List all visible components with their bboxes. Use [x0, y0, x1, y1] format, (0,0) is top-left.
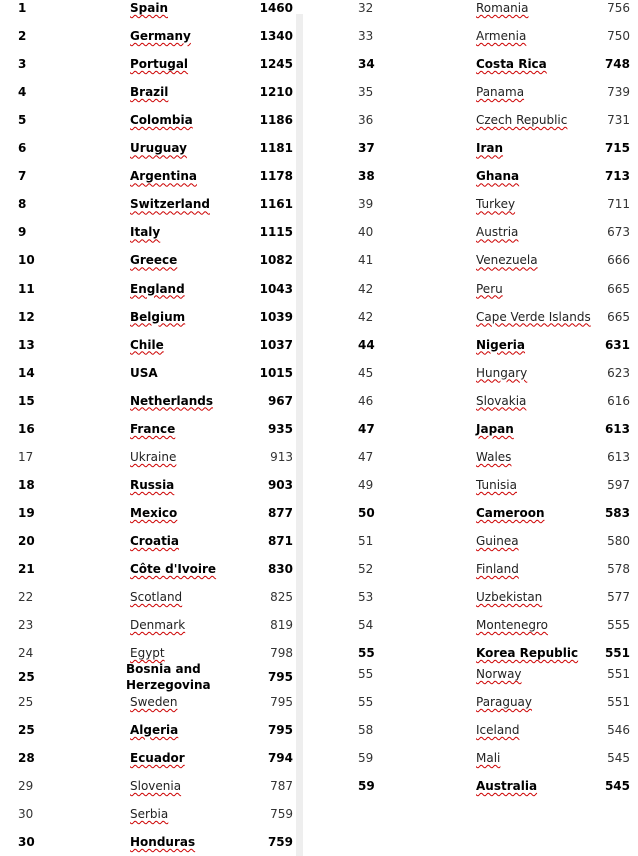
country-link[interactable] [130, 190, 252, 218]
country-name: Australia [476, 779, 538, 793]
rank-number: 42 [358, 309, 374, 324]
points-value: 551 [604, 646, 630, 661]
rank-number: 7 [18, 169, 27, 184]
country-link[interactable] [130, 744, 252, 772]
points-value: 1039 [259, 309, 293, 324]
rank-number: 4 [18, 85, 27, 100]
points-value: 546 [607, 723, 630, 737]
points-value: 794 [267, 751, 293, 765]
country-name: Slovenia [130, 779, 182, 793]
rank-number: 47 [358, 449, 374, 464]
country-name: Panama [476, 85, 525, 100]
country-link[interactable] [130, 415, 252, 443]
country-name: Spain [130, 1, 168, 15]
country-link[interactable] [130, 134, 252, 162]
rank-number: 30 [18, 807, 34, 821]
country-name: Chile [130, 337, 164, 352]
country-name: Finland [476, 562, 519, 576]
points-value: 613 [607, 449, 630, 464]
country-name: France [130, 421, 176, 436]
ranking-row [340, 162, 638, 190]
ranking-row [340, 660, 638, 688]
country-link[interactable] [130, 716, 252, 744]
country-link [130, 359, 252, 387]
ranking-row [0, 499, 296, 527]
rank-number: 23 [18, 618, 34, 633]
country-name: Italy [130, 225, 161, 240]
rank-number: 2 [18, 29, 27, 44]
country-name: Serbia [130, 807, 169, 821]
country-name: Japan [476, 421, 514, 436]
country-link[interactable] [130, 583, 252, 611]
ranking-row [340, 78, 638, 106]
ranking-row [0, 134, 296, 162]
country-name: Iceland [476, 723, 520, 737]
country-name: Nigeria [476, 337, 526, 352]
rank-number: 33 [358, 29, 374, 44]
points-value: 551 [607, 695, 630, 709]
points-value: 597 [607, 477, 630, 492]
ranking-row [0, 22, 296, 50]
country-name: Croatia [130, 533, 180, 548]
rank-number: 41 [358, 253, 374, 268]
country-name: Denmark [130, 618, 186, 633]
points-value: 711 [607, 197, 630, 212]
ranking-row [340, 303, 638, 331]
rank-number: 22 [18, 590, 34, 605]
rank-number: 10 [18, 253, 35, 268]
ranking-row [340, 744, 638, 772]
points-value: 935 [267, 421, 293, 436]
ranking-row [340, 611, 638, 639]
country-name: Montenegro [476, 618, 549, 633]
points-value: 665 [607, 281, 630, 296]
ranking-row [0, 246, 296, 274]
rank-number: 34 [358, 57, 375, 72]
country-name: Hungary [476, 365, 528, 380]
points-value: 555 [607, 618, 630, 633]
rank-number: 20 [18, 533, 35, 548]
country-name: Romania [476, 1, 529, 15]
rank-number: 37 [358, 141, 375, 156]
points-value: 787 [270, 779, 293, 793]
points-value: 1210 [259, 85, 293, 100]
points-value: 830 [267, 562, 293, 576]
country-name: Czech Republic [476, 113, 568, 128]
country-name: Mali [476, 751, 501, 765]
ranking-row [340, 471, 638, 499]
country-name: Turkey [476, 197, 516, 212]
country-name: Wales [476, 449, 512, 464]
rank-number: 9 [18, 225, 27, 240]
points-value: 877 [267, 505, 293, 520]
ranking-row [340, 22, 638, 50]
ranking-row [340, 246, 638, 274]
country-name: Austria [476, 225, 519, 240]
ranking-row [340, 359, 638, 387]
ranking-row [340, 688, 638, 716]
country-name: Peru [476, 281, 503, 296]
country-name: Korea Republic [476, 646, 579, 661]
column-divider [296, 14, 303, 856]
country-link[interactable] [130, 0, 252, 22]
ranking-row [0, 527, 296, 555]
country-link[interactable] [130, 246, 252, 274]
country-link[interactable] [130, 443, 252, 471]
country-link[interactable] [130, 555, 252, 583]
ranking-row [0, 190, 296, 218]
rank-number: 28 [18, 751, 35, 765]
country-name: Costa Rica [476, 57, 547, 72]
rank-number: 5 [18, 113, 27, 128]
ranking-row [0, 359, 296, 387]
country-link[interactable] [130, 499, 252, 527]
ranking-row [340, 190, 638, 218]
points-value: 795 [267, 723, 293, 737]
rank-number: 3 [18, 57, 27, 72]
rank-number: 47 [358, 421, 375, 436]
rank-number: 44 [358, 337, 375, 352]
points-value: 583 [604, 505, 630, 520]
points-value: 1340 [259, 29, 293, 44]
rank-number: 14 [18, 365, 35, 380]
ranking-row [0, 688, 296, 716]
ranking-row [0, 218, 296, 246]
country-name: Iran [476, 141, 504, 156]
country-name: Ecuador [130, 751, 185, 765]
country-link[interactable] [130, 800, 252, 828]
country-name: Bosnia and Herzegovina [126, 662, 211, 692]
points-value: 623 [607, 365, 630, 380]
rank-number: 1 [18, 1, 27, 15]
ranking-row [340, 583, 638, 611]
ranking-row [340, 331, 638, 359]
rank-number: 49 [358, 477, 374, 492]
rank-number: 29 [18, 779, 34, 793]
country-name: Ukraine [130, 449, 177, 464]
rank-number: 6 [18, 141, 27, 156]
rank-number: 55 [358, 695, 374, 709]
points-value: 739 [607, 85, 630, 100]
country-name: Tunisia [476, 477, 517, 492]
country-name: Sweden [130, 695, 178, 709]
rank-number: 45 [358, 365, 374, 380]
rank-number: 12 [18, 309, 35, 324]
rank-number: 11 [18, 281, 35, 296]
points-value: 748 [604, 57, 630, 72]
points-value: 613 [604, 421, 630, 436]
rank-number: 36 [358, 113, 374, 128]
ranking-row [0, 443, 296, 471]
ranking-row [0, 50, 296, 78]
rank-number: 15 [18, 393, 35, 408]
country-name: England [130, 281, 185, 296]
ranking-row [340, 443, 638, 471]
ranking-row [340, 218, 638, 246]
rank-number: 30 [18, 835, 35, 849]
country-name: Argentina [130, 169, 197, 184]
rank-number: 8 [18, 197, 27, 212]
ranking-row [0, 162, 296, 190]
ranking-row [0, 828, 296, 856]
country-link[interactable] [130, 471, 252, 499]
country-link[interactable] [130, 22, 252, 50]
rank-number: 54 [358, 618, 374, 633]
country-name: Cameroon [476, 505, 545, 520]
points-value: 1015 [259, 365, 293, 380]
country-name: Armenia [476, 29, 527, 44]
country-name: Brazil [130, 85, 169, 100]
rank-number: 19 [18, 505, 35, 520]
points-value: 967 [267, 393, 293, 408]
points-value: 1460 [259, 1, 293, 15]
country-name: Cape Verde Islands [476, 309, 591, 324]
country-name: Uzbekistan [476, 590, 543, 605]
rank-number: 18 [18, 477, 35, 492]
ranking-row [0, 275, 296, 303]
ranking-row [0, 716, 296, 744]
country-name: Paraguay [476, 695, 533, 709]
points-value: 759 [270, 807, 293, 821]
ranking-row [340, 772, 638, 800]
rank-number: 53 [358, 590, 374, 605]
country-name: Algeria [130, 723, 179, 737]
rank-number: 25 [18, 723, 35, 737]
country-name: Colombia [130, 113, 193, 128]
points-value: 1082 [259, 253, 293, 268]
points-value: 715 [604, 141, 630, 156]
points-value: 798 [270, 646, 293, 661]
points-value: 1178 [259, 169, 293, 184]
rank-number: 50 [358, 505, 375, 520]
country-link[interactable] [130, 387, 252, 415]
country-link[interactable] [130, 218, 252, 246]
points-value: 551 [607, 667, 630, 681]
rank-number: 16 [18, 421, 35, 436]
ranking-row [0, 0, 296, 22]
points-value: 795 [270, 695, 293, 709]
ranking-row [340, 275, 638, 303]
points-value: 1181 [259, 141, 293, 156]
country-name: USA [130, 365, 158, 380]
country-name: Slovakia [476, 393, 527, 408]
country-name: Netherlands [130, 393, 214, 408]
country-name: Switzerland [130, 197, 210, 212]
ranking-row [0, 471, 296, 499]
ranking-row [340, 527, 638, 555]
ranking-row [340, 50, 638, 78]
points-value: 819 [270, 618, 293, 633]
country-name: Norway [476, 667, 522, 681]
rank-number: 25 [18, 695, 34, 709]
rank-number: 32 [358, 1, 374, 15]
rank-number: 59 [358, 751, 374, 765]
ranking-row [0, 744, 296, 772]
country-link[interactable] [130, 162, 252, 190]
points-value: 756 [607, 1, 630, 15]
ranking-row [0, 772, 296, 800]
ranking-row [340, 134, 638, 162]
ranking-row [0, 303, 296, 331]
points-value: 731 [607, 113, 630, 128]
points-value: 759 [267, 835, 293, 849]
rank-number: 39 [358, 197, 374, 212]
ranking-row [340, 716, 638, 744]
country-link[interactable] [130, 828, 252, 856]
country-link[interactable] [130, 275, 252, 303]
points-value: 673 [607, 225, 630, 240]
ranking-row [0, 387, 296, 415]
country-name: Greece [130, 253, 178, 268]
country-name: Venezuela [476, 253, 538, 268]
ranking-row [340, 415, 638, 443]
points-value: 713 [604, 169, 630, 184]
points-value: 1245 [259, 57, 293, 72]
country-link[interactable] [130, 527, 252, 555]
country-name: Russia [130, 477, 175, 492]
country-link[interactable] [130, 688, 252, 716]
ranking-row [0, 555, 296, 583]
country-name: Côte d'Ivoire [130, 562, 217, 576]
points-value: 795 [267, 670, 293, 684]
country-name: Ghana [476, 169, 520, 184]
points-value: 871 [267, 533, 293, 548]
rank-number: 59 [358, 779, 375, 793]
country-link[interactable] [130, 50, 252, 78]
points-value: 666 [607, 253, 630, 268]
rank-number: 40 [358, 225, 374, 240]
points-value: 1043 [259, 281, 293, 296]
points-value: 903 [267, 477, 293, 492]
rank-number: 17 [18, 449, 34, 464]
ranking-row [340, 106, 638, 134]
rank-number: 38 [358, 169, 375, 184]
country-name: Belgium [130, 309, 186, 324]
rank-number: 35 [358, 85, 374, 100]
country-name: Portugal [130, 57, 189, 72]
country-link[interactable] [130, 331, 252, 359]
points-value: 580 [607, 533, 630, 548]
country-name: Germany [130, 29, 191, 44]
ranking-row [0, 331, 296, 359]
country-name: Uruguay [130, 141, 187, 156]
points-value: 665 [607, 309, 630, 324]
ranking-row [0, 78, 296, 106]
ranking-row [0, 800, 296, 828]
ranking-row [340, 499, 638, 527]
country-name: Egypt [130, 646, 165, 661]
country-name: Guinea [476, 533, 519, 548]
country-name: Scotland [130, 590, 183, 605]
rank-number: 46 [358, 393, 374, 408]
points-value: 578 [607, 562, 630, 576]
ranking-row [340, 387, 638, 415]
rank-number: 13 [18, 337, 35, 352]
rank-number: 55 [358, 667, 374, 681]
ranking-row [0, 611, 296, 639]
country-link[interactable] [130, 106, 252, 134]
points-value: 631 [604, 337, 630, 352]
points-value: 1161 [259, 197, 293, 212]
country-link[interactable] [130, 303, 252, 331]
ranking-row [0, 106, 296, 134]
rank-number: 51 [358, 533, 374, 548]
country-link[interactable] [130, 772, 252, 800]
ranking-row [0, 415, 296, 443]
ranking-row [0, 583, 296, 611]
points-value: 545 [604, 779, 630, 793]
rank-number: 24 [18, 646, 34, 661]
points-value: 750 [607, 29, 630, 44]
points-value: 577 [607, 590, 630, 605]
rank-number: 42 [358, 281, 374, 296]
points-value: 1037 [259, 337, 293, 352]
country-link[interactable] [130, 78, 252, 106]
points-value: 616 [607, 393, 630, 408]
rank-number: 58 [358, 723, 374, 737]
points-value: 1186 [259, 113, 293, 128]
rank-number: 21 [18, 562, 35, 576]
points-value: 825 [270, 590, 293, 605]
ranking-row [340, 555, 638, 583]
country-name: Mexico [130, 505, 178, 520]
points-value: 913 [270, 449, 293, 464]
rank-number: 25 [18, 670, 35, 684]
country-name: Honduras [130, 835, 196, 849]
rank-number: 55 [358, 646, 375, 661]
country-link[interactable] [130, 611, 252, 639]
points-value: 545 [607, 751, 630, 765]
ranking-row [340, 0, 638, 22]
rank-number: 52 [358, 562, 374, 576]
points-value: 1115 [259, 225, 293, 240]
